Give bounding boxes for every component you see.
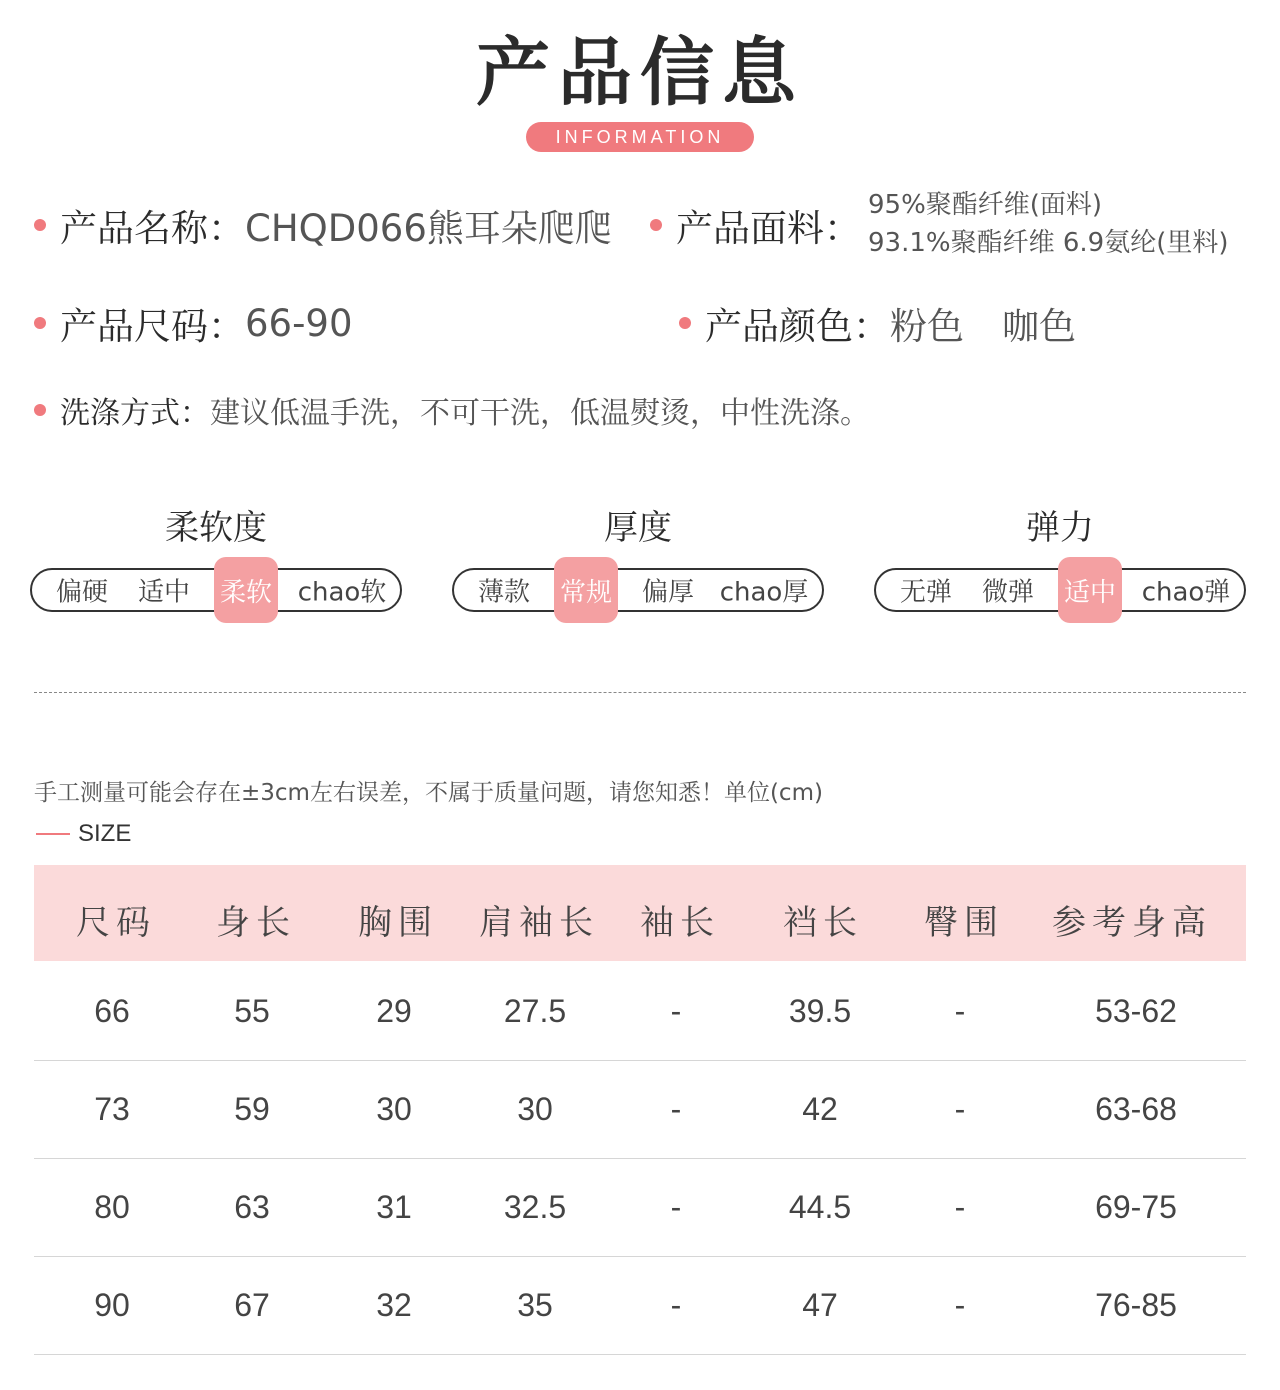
- product-color-label: 产品颜色：: [705, 305, 890, 348]
- bullet-dot: [650, 219, 662, 231]
- table-cell: -: [954, 1189, 966, 1225]
- bullet-dot: [34, 219, 46, 231]
- elasticity-option: 无弹: [899, 577, 953, 608]
- table-cell: 55: [234, 993, 270, 1029]
- softness-gauge: [30, 568, 402, 612]
- bullet-dot: [679, 317, 691, 329]
- table-cell: -: [670, 1091, 682, 1127]
- table-cell: -: [670, 1189, 682, 1225]
- info-product-color: [679, 296, 1076, 350]
- fabric-outer: 95%聚酯纤维(面料): [868, 190, 1103, 220]
- table-cell: 47: [802, 1287, 838, 1323]
- table-cell: 73: [94, 1091, 130, 1127]
- table-cell: 32: [376, 1287, 412, 1323]
- product-size-value: 66-90: [245, 301, 353, 345]
- softness-option: 适中: [137, 577, 191, 608]
- product-name-value: CHQD066熊耳朵爬爬: [245, 207, 612, 250]
- column-header: 参考身高: [1052, 903, 1212, 943]
- product-size-label: 产品尺码：: [60, 305, 245, 348]
- table-cell: -: [670, 993, 682, 1029]
- softness-option: chao软: [297, 577, 387, 608]
- info-product-name: [34, 198, 612, 252]
- table-cell: 39.5: [788, 993, 852, 1029]
- size-accent-line: [36, 833, 70, 835]
- table-cell: 66: [94, 993, 130, 1029]
- column-header: 肩袖长: [479, 903, 599, 943]
- elasticity-title: 弹力: [1026, 508, 1094, 548]
- product-name-label: 产品名称：: [60, 207, 245, 250]
- table-row: [34, 1159, 1246, 1257]
- table-row: [34, 1061, 1246, 1159]
- bullet-dot: [34, 404, 46, 416]
- thickness-title: 厚度: [604, 508, 672, 548]
- fabric-lining: 93.1%聚酯纤维 6.9氨纶(里料): [868, 228, 1229, 258]
- table-cell: -: [954, 1091, 966, 1127]
- table-cell: 29: [376, 993, 412, 1029]
- product-color-1: 粉色: [890, 305, 964, 348]
- table-cell: 31: [376, 1189, 412, 1225]
- thickness-gauge: [452, 568, 824, 612]
- softness-title: 柔软度: [165, 508, 267, 548]
- column-header: 袖长: [640, 903, 720, 943]
- size-table-header: [34, 865, 1246, 961]
- table-cell: 30: [376, 1091, 412, 1127]
- product-color-2: 咖色: [1002, 305, 1076, 348]
- table-cell: -: [954, 993, 966, 1029]
- softness-option-selected: 柔软: [214, 557, 278, 623]
- section-divider: [34, 692, 1246, 693]
- info-product-size: [34, 296, 353, 350]
- elasticity-gauge: [874, 568, 1246, 612]
- softness-option: 偏硬: [55, 577, 109, 608]
- table-cell: 80: [94, 1189, 130, 1225]
- table-cell: 35: [517, 1287, 553, 1323]
- thickness-option: 偏厚: [641, 577, 695, 608]
- bullet-dot: [34, 317, 46, 329]
- information-badge: INFORMATION: [526, 122, 754, 152]
- product-fabric-label: 产品面料：: [676, 207, 861, 250]
- table-cell: 69-75: [1095, 1189, 1177, 1225]
- wash-method-label: 洗涤方式：: [60, 396, 210, 431]
- table-cell: 76-85: [1095, 1287, 1177, 1323]
- elasticity-option: 微弹: [981, 577, 1035, 608]
- wash-method-value: 建议低温手洗，不可干洗，低温熨烫，中性洗涤。: [210, 396, 870, 431]
- table-cell: 42: [802, 1091, 838, 1127]
- table-row: [34, 963, 1246, 1061]
- table-cell: 27.5: [503, 993, 567, 1029]
- info-product-fabric: [650, 198, 861, 252]
- table-cell: 67: [234, 1287, 270, 1323]
- column-header: 尺码: [76, 903, 156, 943]
- thickness-option: chao厚: [719, 577, 809, 608]
- table-row: [34, 1257, 1246, 1355]
- table-cell: 32.5: [503, 1189, 567, 1225]
- table-cell: 53-62: [1095, 993, 1177, 1029]
- table-cell: -: [670, 1287, 682, 1323]
- measurement-note: 手工测量可能会存在±3cm左右误差，不属于质量问题，请您知悉！单位(cm): [34, 780, 823, 806]
- product-fabric-values: [868, 186, 1229, 262]
- table-cell: 63-68: [1095, 1091, 1177, 1127]
- column-header: 臀围: [924, 903, 1004, 943]
- thickness-option: 薄款: [477, 577, 531, 608]
- table-cell: 63: [234, 1189, 270, 1225]
- size-heading: SIZE: [78, 820, 132, 847]
- table-cell: -: [954, 1287, 966, 1323]
- table-cell: 59: [234, 1091, 270, 1127]
- thickness-option-selected: 常规: [554, 557, 618, 623]
- elasticity-option: chao弹: [1141, 577, 1231, 608]
- table-cell: 44.5: [788, 1189, 852, 1225]
- column-header: 裆长: [783, 903, 863, 943]
- page-title: 产品信息: [476, 30, 804, 116]
- info-wash-method: [34, 388, 870, 432]
- table-cell: 90: [94, 1287, 130, 1323]
- column-header: 胸围: [358, 903, 438, 943]
- table-cell: 30: [517, 1091, 553, 1127]
- elasticity-option-selected: 适中: [1058, 557, 1122, 623]
- column-header: 身长: [216, 903, 296, 943]
